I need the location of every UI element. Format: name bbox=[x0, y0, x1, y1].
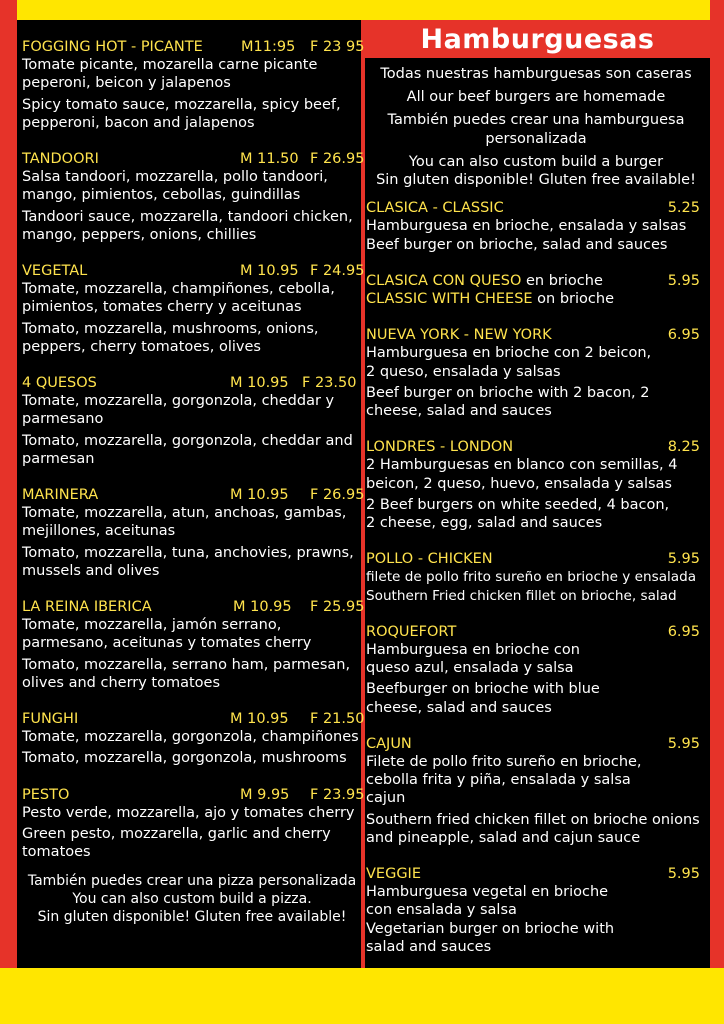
pizza-item bbox=[22, 38, 365, 132]
intro-line: Todas nuestras hamburguesas son caseras bbox=[380, 66, 692, 82]
burger-price: 5.95 bbox=[667, 272, 700, 289]
pizza-header bbox=[22, 598, 365, 616]
pizza-price-medium: M 10.95 bbox=[230, 711, 289, 727]
burger-desc-es: Hamburguesa en brioche con queso azul, ensalada y salsa bbox=[366, 641, 580, 677]
burger-item bbox=[366, 199, 706, 254]
pizza-price-family: F 23.50 bbox=[302, 375, 357, 391]
burger-header bbox=[366, 865, 706, 883]
burgers-header bbox=[365, 20, 710, 58]
pizza-desc-es: Pesto verde, mozzarella, ajo y tomates cherry bbox=[22, 804, 355, 821]
burger-name: ROQUEFORT bbox=[366, 623, 457, 640]
pizza-price-family: F 23.95 bbox=[310, 786, 365, 803]
burger-item bbox=[366, 865, 706, 956]
burger-name-suffix: en brioche bbox=[521, 272, 603, 289]
burger-item bbox=[366, 623, 706, 717]
burger-desc-es: 2 Hamburguesas en blanco con semillas, 4 beicon, 2 queso, huevo, ensalada y salsas bbox=[366, 457, 678, 492]
pizza-item bbox=[22, 486, 365, 580]
burger-desc-en: Vegetarian burger on brioche with salad and sauces bbox=[366, 920, 615, 955]
right-red-stripe bbox=[710, 0, 724, 968]
pizza-desc-es: Tomate, mozzarella, champiñones, cebolla, pimientos, tomates cherry y aceitunas bbox=[22, 281, 335, 316]
burger-desc-es: filete de pollo frito sureño en brioche y ensalada bbox=[366, 569, 697, 586]
burger-desc-es: Hamburguesa en brioche con 2 beicon, 2 queso, ensalada y salsas bbox=[366, 345, 652, 380]
burger-price: 6.95 bbox=[667, 623, 700, 640]
burger-desc-es: Hamburguesa vegetal en brioche con ensalada y salsa bbox=[366, 884, 609, 919]
pizza-desc-es: Tomate, mozzarella, gorgonzola, cheddar y parmesano bbox=[22, 393, 335, 428]
pizza-price-family: F 26.95 bbox=[310, 151, 365, 167]
pizza-name: 4 QUESOS bbox=[22, 375, 97, 391]
pizza-desc-es: Tomate, mozzarella, jamón serrano, parmesano, aceitunas y tomates cherry bbox=[22, 617, 312, 652]
pizza-header bbox=[22, 786, 365, 804]
burger-name: CAJUN bbox=[366, 735, 412, 752]
pizza-item bbox=[22, 598, 365, 692]
pizza-price-medium: M 10.95 bbox=[240, 263, 299, 279]
pizza-desc-en: Tomato, mozzarella, tuna, anchovies, prawns, mussels and olives bbox=[22, 544, 354, 579]
pizza-price-medium: M 10.95 bbox=[230, 375, 289, 391]
burgers-title: Hamburguesas bbox=[420, 23, 655, 55]
burger-desc-en: Beefburger on brioche with blue cheese, salad and sauces bbox=[366, 681, 600, 716]
pizza-item bbox=[22, 374, 362, 468]
burger-name: NUEVA YORK - NEW YORK bbox=[366, 327, 552, 344]
pizza-price-medium: M11:95 bbox=[241, 39, 296, 55]
pizza-price-family: F 26.95 bbox=[310, 487, 365, 503]
burger-desc-en: Beef burger on brioche, salad and sauces bbox=[366, 236, 668, 253]
pizza-name: VEGETAL bbox=[22, 263, 88, 279]
burger-desc-es: Filete de pollo frito sureño en brioche, cebolla frita y piña, ensalada y salsa cajun bbox=[366, 753, 642, 807]
pizza-header bbox=[22, 710, 365, 728]
burger-item bbox=[366, 438, 706, 532]
burger-price: 5.95 bbox=[667, 866, 700, 882]
intro-line: All our beef burgers are homemade bbox=[406, 89, 666, 106]
burger-desc-en: Southern fried chicken fillet on brioche onions and pineapple, salad and cajun sauce bbox=[366, 811, 700, 846]
burger-item bbox=[366, 550, 706, 605]
pizza-item bbox=[22, 262, 365, 356]
burger-header bbox=[366, 272, 706, 290]
bottom-yellow-band bbox=[0, 968, 724, 1024]
burger-column bbox=[366, 60, 706, 956]
pizza-item bbox=[22, 786, 365, 862]
pizza-item bbox=[22, 710, 365, 768]
pizza-name: LA REINA IBERICA bbox=[22, 599, 152, 615]
burger-price: 5.25 bbox=[667, 200, 700, 217]
pizza-price-medium: M 11.50 bbox=[240, 151, 299, 167]
intro-line: Sin gluten disponible! Gluten free available! bbox=[376, 172, 696, 189]
pizza-header bbox=[22, 262, 365, 280]
left-red-stripe bbox=[0, 0, 17, 968]
pizza-header bbox=[22, 374, 362, 392]
burger-header bbox=[366, 438, 706, 456]
pizza-price-family: F 21.50 bbox=[310, 711, 365, 727]
pizza-desc-en: Tomato, mozzarella, gorgonzola, mushrooms bbox=[22, 750, 347, 767]
pizza-desc-en: Tomato, mozzarella, mushrooms, onions, peppers, cherry tomatoes, olives bbox=[22, 320, 319, 355]
burger-item bbox=[366, 326, 706, 420]
pizza-column bbox=[22, 38, 365, 926]
burger-item bbox=[366, 735, 706, 847]
pizza-desc-en: Spicy tomato sauce, mozzarella, spicy beef, pepperoni, bacon and jalapenos bbox=[22, 96, 341, 131]
pizza-custom-note bbox=[22, 873, 362, 926]
pizza-desc-es: Salsa tandoori, mozzarella, pollo tandoori, mango, pimientos, cebollas, guindillas bbox=[22, 169, 328, 204]
pizza-desc-en: Tandoori sauce, mozzarella, tandoori chicken, mango, peppers, onions, chillies bbox=[22, 208, 353, 243]
pizza-note-line: También puedes crear una pizza personalizada bbox=[27, 873, 357, 890]
burger-price: 8.25 bbox=[667, 439, 700, 456]
burger-name: VEGGIE bbox=[366, 866, 421, 882]
pizza-name: FUNGHI bbox=[22, 711, 79, 727]
pizza-name: FOGGING HOT - PICANTE bbox=[22, 39, 203, 55]
burger-name: CLASICA - CLASSIC bbox=[366, 200, 504, 217]
burger-name-suffix: on brioche bbox=[532, 291, 615, 307]
pizza-item bbox=[22, 150, 365, 244]
intro-line: También puedes crear una hamburguesa personalizada bbox=[387, 112, 685, 147]
burger-header bbox=[366, 326, 706, 344]
burger-price: 6.95 bbox=[667, 327, 700, 344]
burger-name-en-line bbox=[366, 290, 706, 308]
burger-name-es: CLASICA CON QUESO bbox=[366, 272, 522, 289]
burger-item bbox=[366, 272, 706, 308]
pizza-header bbox=[22, 150, 365, 168]
pizza-desc-en: Tomato, mozzarella, serrano ham, parmesan, olives and cherry tomatoes bbox=[22, 656, 351, 691]
pizza-desc-es: Tomate, mozzarella, gorgonzola, champiñones bbox=[22, 729, 359, 746]
pizza-price-family: F 25.95 bbox=[310, 599, 365, 615]
intro-line: You can also custom build a burger bbox=[408, 153, 664, 170]
burger-desc-es: Hamburguesa en brioche, ensalada y salsas bbox=[366, 218, 687, 235]
pizza-price-medium: M 10.95 bbox=[233, 599, 292, 615]
burger-desc-en: Southern Fried chicken fillet on brioche, salad bbox=[366, 587, 677, 604]
burger-desc-en: Beef burger on brioche with 2 bacon, 2 cheese, salad and sauces bbox=[366, 384, 650, 419]
pizza-desc-es: Tomate picante, mozarella carne picante peperoni, beicon y jalapenos bbox=[22, 57, 318, 92]
burger-header bbox=[366, 735, 706, 753]
pizza-note-line: Sin gluten disponible! Gluten free available! bbox=[37, 908, 347, 925]
burger-name: POLLO - CHICKEN bbox=[366, 551, 493, 568]
burger-intro bbox=[366, 65, 706, 189]
pizza-price-family: F 24.95 bbox=[310, 263, 365, 279]
burger-header bbox=[366, 199, 706, 217]
pizza-price-family: F 23 95 bbox=[310, 39, 365, 55]
burger-desc-en: 2 Beef burgers on white seeded, 4 bacon, 2 cheese, egg, salad and sauces bbox=[366, 496, 670, 531]
pizza-name: TANDOORI bbox=[22, 151, 99, 167]
pizza-desc-en: Tomato, mozzarella, gorgonzola, cheddar and parmesan bbox=[22, 432, 353, 467]
burger-header bbox=[366, 550, 706, 568]
burger-price: 5.95 bbox=[667, 551, 700, 568]
pizza-desc-en: Green pesto, mozzarella, garlic and cherry tomatoes bbox=[22, 825, 331, 861]
pizza-header bbox=[22, 486, 365, 504]
pizza-header bbox=[22, 38, 365, 56]
pizza-price-medium: M 10.95 bbox=[230, 487, 289, 503]
pizza-name: PESTO bbox=[22, 786, 70, 803]
burger-price: 5.95 bbox=[667, 735, 700, 752]
pizza-name: MARINERA bbox=[22, 487, 99, 503]
pizza-desc-es: Tomate, mozzarella, atun, anchoas, gambas, mejillones, aceitunas bbox=[22, 505, 347, 540]
pizza-price-medium: M 9.95 bbox=[240, 786, 290, 803]
burger-name bbox=[366, 273, 603, 289]
burger-name-en: CLASSIC WITH CHEESE bbox=[366, 291, 533, 307]
burger-name: LONDRES - LONDON bbox=[366, 439, 514, 456]
pizza-note-line: You can also custom build a pizza. bbox=[72, 890, 312, 907]
burger-header bbox=[366, 623, 706, 641]
